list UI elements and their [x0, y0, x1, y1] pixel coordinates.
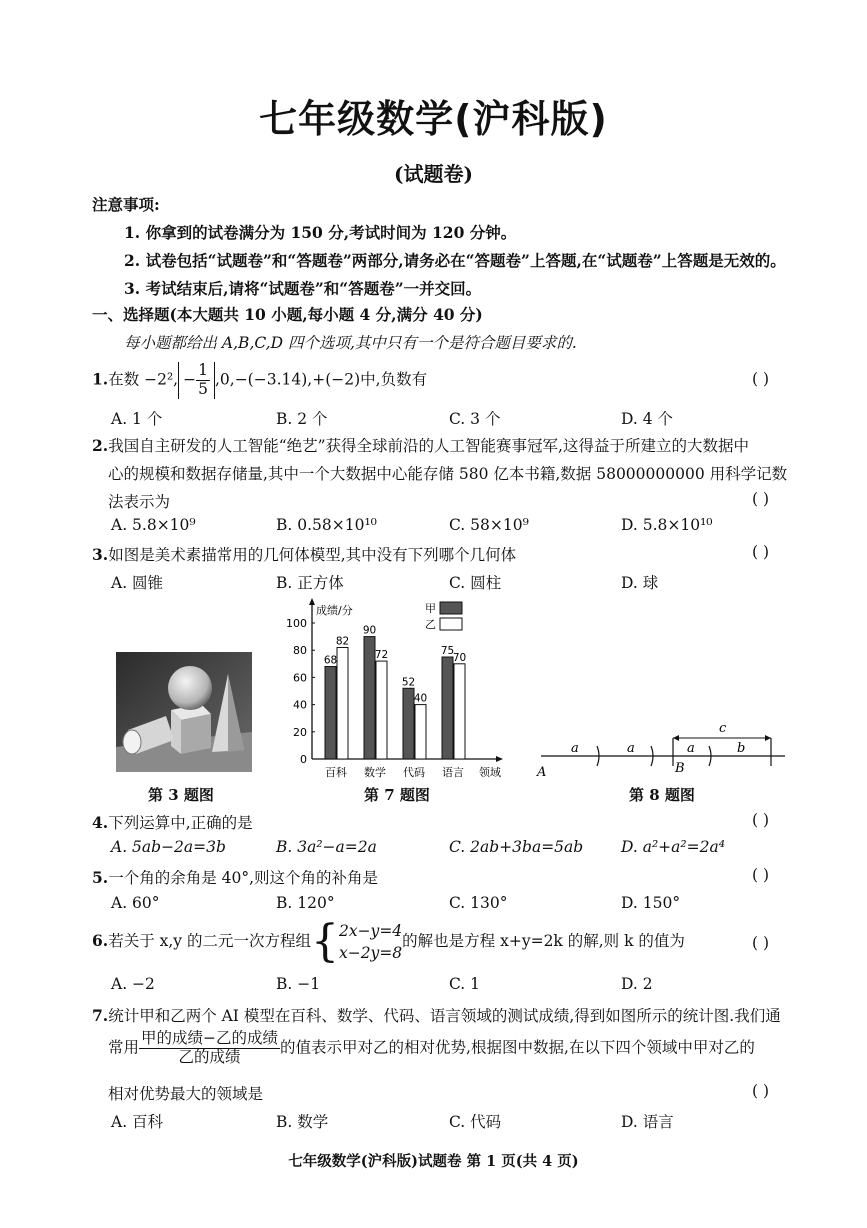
option-b: B. 数学: [276, 1113, 329, 1131]
option-a: A. 60°: [111, 894, 160, 912]
question-text: ,0,−(−3.14),+(−2)中,负数有: [214, 370, 428, 389]
question-text: 的解也是方程 x+y=2k 的解,则 k 的值为: [402, 932, 685, 950]
option-c: C. 1: [449, 975, 481, 993]
y-tick-label: 60: [293, 671, 307, 685]
question-7: [92, 1004, 781, 1026]
bar-value-label: 90: [362, 624, 377, 637]
page-subtitle: (试题卷): [394, 162, 473, 186]
question-text: 常用: [108, 1038, 140, 1057]
option-c: C. 130°: [449, 894, 508, 912]
figure-caption: 第 8 题图: [629, 786, 695, 804]
question-text: 法表示为: [108, 493, 171, 511]
question-number: 7.: [92, 1006, 109, 1025]
equation: x−2y=8: [338, 944, 403, 962]
question-2: [92, 434, 749, 456]
answer-blank: ( ): [752, 490, 770, 508]
category-label: 代码: [403, 766, 425, 779]
question-text: 若关于 x,y 的二元一次方程组: [108, 932, 311, 950]
option-b: B. 正方体: [276, 574, 344, 592]
answer-blank: ( ): [752, 934, 770, 952]
bar-yi: [376, 661, 387, 759]
option-a: A. 百科: [111, 1113, 164, 1131]
answer-blank: ( ): [752, 811, 770, 829]
legend-swatch: [440, 618, 462, 630]
question-number: 3.: [92, 545, 109, 564]
option-c: C. 3 个: [449, 410, 501, 428]
question-text: 相对优势最大的领域是: [108, 1085, 264, 1103]
fraction: [139, 1030, 280, 1067]
equation-system: [339, 920, 402, 964]
question-text: 的值表示甲对乙的相对优势,根据图中数据,在以下四个领域中甲对乙的: [280, 1038, 755, 1057]
equation: 2x−y=4: [338, 922, 403, 940]
notice-heading: 注意事项:: [92, 195, 160, 214]
question-number: 1.: [92, 369, 109, 389]
option-b: B. −1: [276, 975, 321, 993]
option-c: C. 代码: [449, 1113, 502, 1131]
section-description: 每小题都给出 A,B,C,D 四个选项,其中只有一个是符合题目要求的.: [124, 334, 577, 352]
bar-value-label: 40: [413, 692, 428, 705]
question-text: 在数 −2²,: [108, 370, 179, 389]
sign: −: [183, 370, 197, 389]
option-d: D. a²+a²=2a⁴: [621, 838, 725, 856]
score-bar-chart: [282, 596, 522, 784]
fraction-denominator: 5: [198, 379, 208, 398]
option-d: D. 语言: [621, 1113, 674, 1131]
x-axis-arrow: [496, 756, 503, 762]
option-a: A. 5ab−2a=3b: [111, 838, 226, 856]
notice-item: 1. 你拿到的试卷满分为 150 分,考试时间为 120 分钟。: [124, 223, 517, 242]
y-tick-label: 40: [293, 698, 307, 712]
segment-label: a: [687, 741, 695, 756]
option-d: D. 150°: [621, 894, 681, 912]
option-d: D. 球: [621, 574, 659, 592]
option-a: A. 1 个: [111, 410, 163, 428]
fraction-numerator: 1: [198, 361, 208, 379]
option-b: B. 0.58×10¹⁰: [276, 516, 377, 534]
bar-yi: [337, 647, 348, 759]
question-5: [92, 866, 378, 888]
question-text: 我国自主研发的人工智能“绝艺”获得全球前沿的人工智能赛事冠军,这得益于所建立的大数据中: [108, 437, 749, 455]
y-tick-label: 100: [286, 617, 307, 630]
point-label: A: [537, 765, 547, 780]
segment-label: b: [737, 741, 746, 756]
question-text: 如图是美术素描常用的几何体模型,其中没有下列哪个几何体: [108, 546, 517, 564]
segment-label: c: [719, 721, 727, 736]
option-d: D. 5.8×10¹⁰: [621, 516, 713, 534]
option-c: C. 圆柱: [449, 574, 502, 592]
notice-item: 2. 试卷包括“试题卷”和“答题卷”两部分,请务必在“答题卷”上答题,在“试题卷”上答题是无效的。: [124, 251, 786, 270]
question-number: 4.: [92, 813, 109, 832]
answer-blank: ( ): [752, 866, 770, 884]
option-a: A. −2: [111, 975, 155, 993]
option-c: C. 2ab+3ba=5ab: [449, 838, 584, 856]
category-label: 语言: [442, 766, 464, 779]
answer-blank: ( ): [752, 543, 770, 561]
segment-label: a: [571, 741, 579, 756]
answer-blank: ( ): [752, 370, 770, 388]
figure-caption: 第 3 题图: [148, 786, 214, 804]
bar-value-label: 52: [401, 676, 416, 689]
bar-value-label: 68: [323, 654, 338, 667]
bar-value-label: 75: [440, 645, 455, 657]
brace-symbol: {: [310, 916, 339, 967]
section-heading: 一、选择题(本大题共 10 小题,每小题 4 分,满分 40 分): [92, 305, 483, 324]
y-tick-label: 0: [300, 753, 307, 766]
option-c: C. 58×10⁹: [449, 516, 529, 534]
page-title: 七年级数学(沪科版): [259, 97, 608, 141]
bar-jia: [403, 688, 414, 759]
bar-value-label: 82: [335, 635, 350, 648]
y-tick-label: 20: [293, 725, 307, 739]
legend-label: 乙: [425, 618, 436, 631]
bar-yi: [415, 705, 426, 759]
question-number: 5.: [92, 868, 109, 887]
option-d: D. 4 个: [621, 410, 674, 428]
option-b: B. 120°: [276, 894, 335, 912]
question-6: [92, 916, 685, 967]
point-label: B: [675, 761, 685, 776]
bar-value-label: 70: [452, 651, 467, 664]
y-axis-label: 成绩/分: [316, 604, 353, 617]
bar-jia: [442, 657, 453, 759]
notice-item: 3. 考试结束后,请将“试题卷”和“答题卷”一并交回。: [124, 279, 482, 298]
y-axis-arrow: [309, 598, 315, 605]
question-4: [92, 811, 253, 833]
question-text: 心的规模和数据存储量,其中一个大数据中心能存储 580 亿本书籍,数据 58000000000 用科学记数: [108, 465, 788, 483]
option-b: B. 2 个: [276, 410, 328, 428]
bar-jia: [364, 637, 375, 759]
segment-diagram: [535, 718, 787, 780]
question-text: 统计甲和乙两个 AI 模型在百科、数学、代码、语言领域的测试成绩,得到如图所示的统计图.我们通: [108, 1007, 781, 1025]
answer-blank: ( ): [752, 1082, 770, 1100]
fraction: [196, 362, 210, 399]
geometry-models-photo: [116, 652, 252, 772]
bar-value-label: 72: [374, 649, 389, 662]
question-1: [92, 362, 427, 399]
y-tick-label: 80: [293, 644, 307, 658]
fraction-denominator: 乙的成绩: [178, 1047, 241, 1066]
question-number: 2.: [92, 436, 109, 455]
absolute-value: [178, 362, 215, 399]
bar-yi: [454, 664, 465, 759]
x-axis-label: 领域: [479, 766, 501, 779]
page-footer: 七年级数学(沪科版)试题卷 第 1 页(共 4 页): [288, 1153, 579, 1170]
question-text: 一个角的余角是 40°,则这个角的补角是: [108, 869, 379, 887]
option-a: A. 圆锥: [111, 574, 164, 592]
question-3: [92, 543, 516, 565]
category-label: 数学: [364, 766, 386, 779]
legend-swatch: [440, 602, 462, 614]
option-a: A. 5.8×10⁹: [111, 516, 196, 534]
question-number: 6.: [92, 931, 109, 950]
segment-label: a: [627, 741, 635, 756]
fraction-numerator: 甲的成绩−乙的成绩: [141, 1029, 279, 1047]
legend-label: 甲: [425, 602, 436, 615]
option-b: B. 3a²−a=2a: [276, 838, 377, 856]
question-text-line: [108, 1030, 755, 1067]
bar-jia: [325, 667, 336, 759]
category-label: 百科: [325, 766, 347, 779]
option-d: D. 2: [621, 975, 653, 993]
figure-caption: 第 7 题图: [364, 786, 430, 804]
question-text: 下列运算中,正确的是: [108, 814, 253, 832]
